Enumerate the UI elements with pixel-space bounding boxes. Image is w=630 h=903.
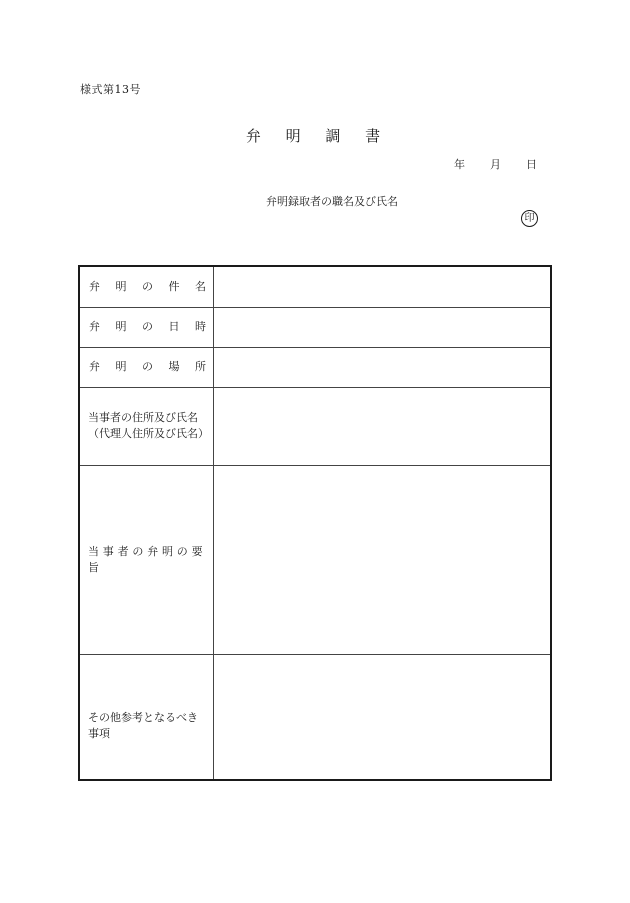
label-char: 明 — [115, 320, 127, 333]
label-char: 明 — [115, 360, 127, 373]
table-row — [80, 347, 550, 388]
row-label-datetime — [80, 307, 214, 347]
label-char: の — [142, 320, 153, 333]
label-char: の — [142, 360, 153, 373]
date-month-label: 月 — [490, 158, 501, 171]
row-label-other — [80, 654, 214, 779]
row-label-matter — [80, 267, 214, 307]
date-day-label: 日 — [526, 158, 537, 171]
seal-mark: 印 — [521, 210, 538, 227]
table-row — [80, 307, 550, 348]
form-table — [78, 265, 552, 781]
label-char: 日 — [168, 320, 180, 333]
row-label-summary: 当事者の弁明の要旨 — [80, 465, 214, 654]
row-value-place[interactable] — [214, 347, 550, 387]
label-char: 弁 — [89, 360, 100, 373]
table-row — [80, 387, 550, 466]
label-char: 件 — [168, 280, 180, 293]
label-char: 時 — [195, 320, 206, 333]
label-char: 明 — [115, 280, 127, 293]
label-line: 事項 — [88, 726, 110, 740]
label-line: その他参考となるべき — [88, 710, 198, 724]
page-title: 弁 明 調 書 — [245, 127, 391, 145]
row-label-place — [80, 347, 214, 387]
table-row — [80, 465, 550, 655]
recorder-label: 弁明録取者の職名及び氏名 — [266, 195, 398, 208]
row-value-party-address[interactable] — [214, 387, 550, 465]
row-value-matter[interactable] — [214, 267, 550, 307]
row-value-other[interactable] — [214, 654, 550, 779]
label-char: 弁 — [89, 280, 100, 293]
table-row — [80, 654, 550, 779]
date-year-label: 年 — [454, 158, 465, 171]
form-number: 様式第13号 — [80, 83, 141, 96]
label-line: （代理人住所及び氏名） — [88, 427, 209, 440]
label-line: 当事者の住所及び氏名 — [88, 411, 198, 424]
label-char: 弁 — [89, 320, 100, 333]
row-label-party-address — [80, 387, 214, 465]
table-row — [80, 267, 550, 308]
date-line — [454, 156, 537, 172]
label-char: 名 — [195, 280, 206, 293]
row-value-summary[interactable] — [214, 465, 550, 654]
label-char: の — [142, 280, 153, 293]
label-char: 場 — [168, 360, 180, 373]
label-char: 所 — [195, 360, 206, 373]
row-value-datetime[interactable] — [214, 307, 550, 347]
